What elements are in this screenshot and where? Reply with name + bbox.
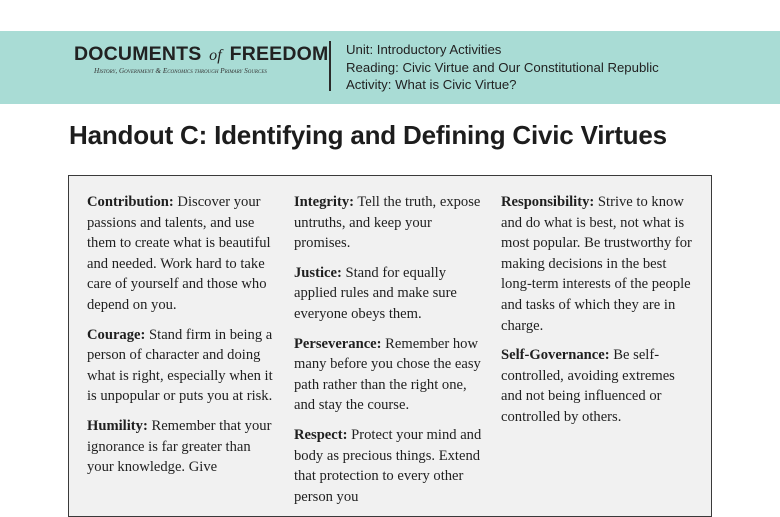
virtue-term: Humility:: [87, 417, 148, 434]
virtue-term: Courage:: [87, 326, 146, 343]
logo-word-freedom: FREEDOM: [229, 43, 329, 65]
virtue-definition: Be self-controlled, avoiding extremes and not being influenced or controlled by others.: [501, 347, 675, 425]
virtue-term: Self-Governance:: [501, 347, 610, 364]
logo-word-documents: DOCUMENTS: [74, 43, 202, 65]
virtues-column-3: [501, 192, 693, 437]
documents-of-freedom-logo: [74, 43, 329, 75]
unit-info: [346, 41, 659, 94]
virtue-definition: Protect your mind and body as precious things. Extend that protection to every other person you: [294, 426, 482, 505]
virtue-term: Respect:: [294, 426, 348, 443]
logo-word-of: of: [209, 47, 222, 64]
virtues-column-1: [87, 192, 279, 487]
virtue-entry: [87, 416, 279, 478]
virtue-entry: [294, 263, 486, 325]
virtue-entry: [294, 192, 486, 254]
virtue-term: Justice:: [294, 264, 342, 281]
logo-title: [74, 43, 329, 66]
virtue-definition: Remember that your ignorance is far greater than your knowledge. Give: [87, 417, 272, 476]
header-divider: [329, 41, 331, 91]
virtue-definition: Tell the truth, expose untruths, and keep your promises.: [294, 194, 481, 252]
virtue-term: Perseverance:: [294, 335, 382, 352]
activity-label: Activity: What is Civic Virtue?: [346, 77, 517, 92]
virtue-term: Responsibility:: [501, 194, 595, 210]
virtue-definition: Remember how many before you chose the easy path rather than the right one, and stay the course.: [294, 335, 481, 414]
virtue-entry: [501, 192, 693, 336]
virtue-entry: [294, 425, 486, 507]
unit-label: Unit: Introductory Activities: [346, 42, 502, 57]
handout-title: Handout C: Identifying and Defining Civic Virtues: [69, 120, 667, 150]
virtue-entry: [87, 325, 279, 407]
virtues-panel: [68, 175, 712, 517]
virtue-definition: Discover your passions and talents, and use them to create what is beautiful and needed. Work hard to take care of yourself and those who depend on you.: [87, 194, 271, 313]
virtue-definition: Strive to know and do what is best, not what is most popular. Be trustworthy for making decisions in the best long-term interests of the people and tasks of which they are in charge.: [501, 194, 692, 334]
virtue-entry: [87, 192, 279, 316]
virtue-definition: Stand for equally applied rules and make sure everyone obeys them.: [294, 264, 457, 322]
logo-tagline: History, Government & Economics through Primary Sources: [94, 67, 267, 75]
reading-label: Reading: Civic Virtue and Our Constitutional Republic: [346, 59, 659, 75]
virtue-entry: [294, 334, 486, 416]
virtue-term: Integrity:: [294, 194, 354, 210]
virtue-term: Contribution:: [87, 194, 174, 210]
virtue-entry: [501, 345, 693, 427]
virtues-column-2: [294, 192, 486, 516]
virtue-definition: Stand firm in being a person of character and doing what is right, especially when it is unpopular or puts you at risk.: [87, 326, 273, 405]
